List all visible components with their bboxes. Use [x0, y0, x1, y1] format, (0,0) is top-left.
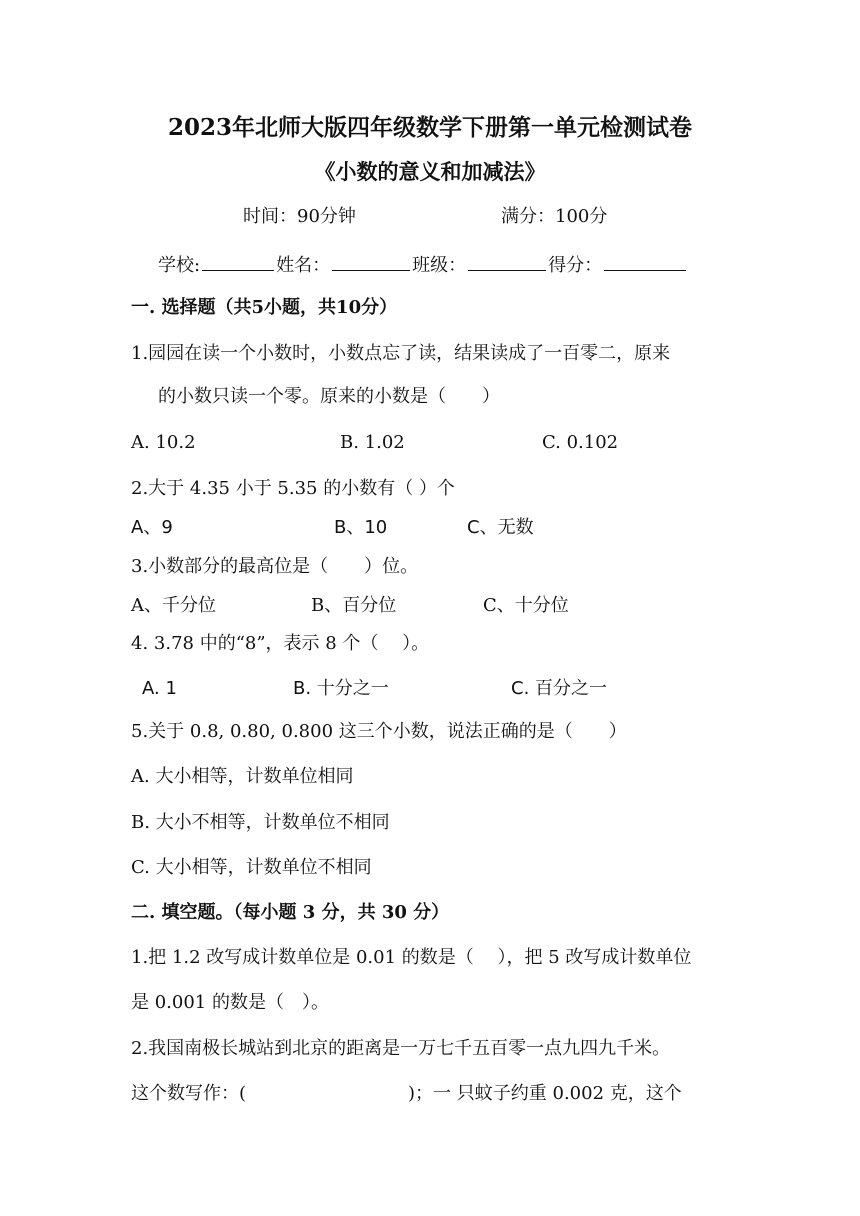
exam-full-score: 满分：100分	[501, 206, 608, 227]
exam-time: 时间：90分钟	[243, 206, 356, 227]
q5-text: 5.关于 0.8, 0.80, 0.800 这三个小数，说法正确的是（ ）	[131, 721, 627, 742]
q4-option-b: B. 十分之一	[293, 678, 389, 699]
q1-option-a: A. 10.2	[131, 432, 196, 453]
q2-option-b: B、10	[334, 517, 388, 538]
section1-heading: 一. 选择题（共5小题，共10分）	[131, 297, 398, 318]
exam-subtitle: 《小数的意义和加减法》	[314, 159, 546, 184]
class-blank[interactable]	[468, 252, 546, 271]
q5-option-a: A. 大小相等，计数单位相同	[131, 766, 354, 787]
q4-text: 4. 3.78 中的“8”，表示 8 个（ ）。	[131, 633, 430, 654]
school-blank[interactable]	[202, 252, 274, 271]
q1-option-b: B. 1.02	[340, 432, 405, 453]
student-info-row	[158, 252, 688, 278]
score-blank[interactable]	[604, 252, 686, 271]
fill-q2-line2: 这个数写作：( )；一 只蚊子约重 0.002 克，这个	[131, 1083, 682, 1104]
class-label: 班级：	[412, 255, 467, 276]
q5-option-b: B. 大小不相等，计数单位不相同	[131, 812, 390, 833]
q2-text: 2.大于 4.35 小于 5.35 的小数有（ ）个	[131, 478, 455, 499]
fill-q1-line1: 1.把 1.2 改写成计数单位是 0.01 的数是（ ），把 5 改写成计数单位	[131, 947, 692, 968]
name-label: 姓名：	[276, 255, 331, 276]
q2-option-c: C、无数	[467, 517, 534, 538]
q3-text: 3.小数部分的最高位是（ ）位。	[131, 556, 419, 577]
q1-line1: 1.园园在读一个小数时，小数点忘了读，结果读成了一百零二，原来	[131, 343, 671, 364]
q3-option-a: A、千分位	[131, 595, 216, 616]
score-label: 得分：	[548, 255, 603, 276]
q4-option-c: C. 百分之一	[511, 678, 608, 699]
q1-line2: 的小数只读一个零。原来的小数是（ ）	[158, 386, 500, 407]
q1-option-c: C. 0.102	[542, 432, 619, 453]
q5-option-c: C. 大小相等，计数单位不相同	[131, 857, 372, 878]
q3-option-b: B、百分位	[311, 595, 397, 616]
name-blank[interactable]	[332, 252, 410, 271]
exam-title: 2023年北师大版四年级数学下册第一单元检测试卷	[167, 114, 692, 141]
school-label: 学校:	[158, 255, 201, 276]
fill-q1-line2: 是 0.001 的数是（ ）。	[131, 992, 329, 1013]
q2-option-a: A、9	[131, 517, 173, 538]
q4-option-a: A. 1	[142, 678, 177, 699]
q3-option-c: C、十分位	[483, 595, 569, 616]
section2-heading: 二. 填空题。（每小题 3 分，共 30 分）	[131, 902, 450, 923]
fill-q2-line1: 2.我国南极长城站到北京的距离是一万七千五百零一点九四九千米。	[131, 1038, 671, 1059]
